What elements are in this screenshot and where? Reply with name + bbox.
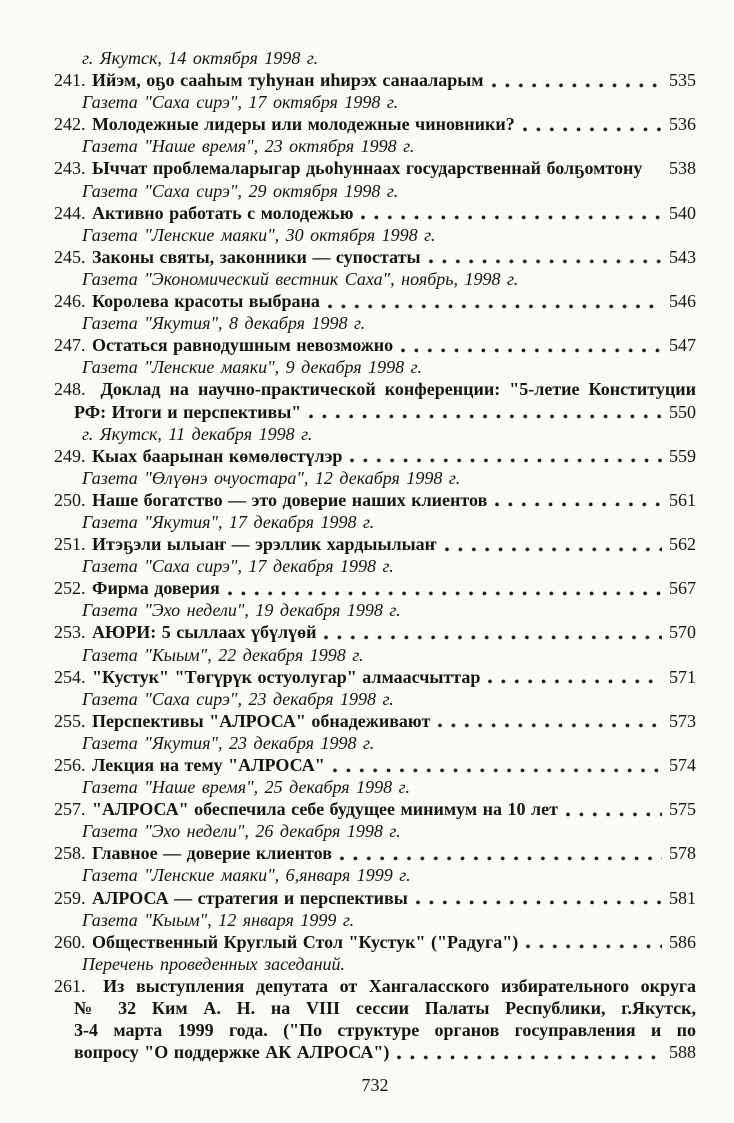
toc-entry-line — [54, 445, 696, 467]
source-line — [54, 180, 696, 202]
entry-number: 261. — [54, 975, 86, 996]
page-number: 543 — [669, 246, 696, 267]
entry-number: 260. — [54, 931, 86, 952]
entry-title: Общественный Круглый Стол "Кустук" ("Радуга") — [92, 931, 519, 952]
entry-number: 243. — [54, 158, 86, 179]
entry-title: Ыччат проблемаларыгар дьоһуннаах государственнай болҕомтону — [92, 158, 643, 179]
entry-title: АЛРОСА — стратегия и перспективы — [92, 887, 408, 908]
source-line — [54, 312, 696, 334]
source-text: Газета "Саха сирэ", 17 октября 1998 г. — [82, 92, 399, 113]
entry-title: Королева красоты выбрана — [92, 291, 320, 312]
dot-leader — [492, 83, 662, 88]
page-number: 535 — [669, 70, 696, 91]
toc-entry-line — [54, 710, 696, 732]
source-text: Газета "Наше время", 25 декабря 1998 г. — [82, 777, 410, 798]
toc-entry-line — [54, 975, 696, 997]
entry-title: Из выступления депутата от Хангаласского избирательного округа — [103, 975, 696, 996]
dot-leader — [495, 502, 662, 507]
entry-title: Законы святы, законники — супостаты — [92, 246, 421, 267]
toc-list — [54, 47, 696, 1063]
entry-title: Главное — доверие клиентов — [92, 843, 332, 864]
page-number: 574 — [669, 755, 696, 775]
entry-title: РФ: Итоги и перспективы" — [74, 401, 302, 422]
toc-entry-line — [54, 401, 696, 423]
page-number: 573 — [669, 710, 696, 731]
source-text: Газета "Ленские маяки", 9 декабря 1998 г. — [82, 357, 422, 378]
entry-title: Молодежные лидеры или молодежные чиновники? — [92, 114, 515, 135]
entry-title: 3-4 марта 1999 года. ("По структуре органов госуправления и по — [74, 1020, 696, 1041]
page-number: 559 — [669, 445, 696, 466]
dot-leader — [228, 591, 662, 596]
source-text: Газета "Саха сирэ", 29 октября 1998 г. — [82, 180, 399, 201]
page-number: 578 — [669, 843, 696, 864]
entry-title: АЮРИ: 5 сыллаах үбүлүөй — [92, 622, 317, 643]
source-line — [54, 776, 696, 798]
page-number: 588 — [669, 1042, 696, 1063]
toc-entry-line — [54, 69, 696, 91]
source-line — [54, 599, 696, 621]
toc-entry-line — [54, 1019, 696, 1041]
source-text: Газета "Кыым", 12 января 1999 г. — [82, 909, 355, 930]
toc-entry-line — [54, 290, 696, 312]
entry-number: 249. — [54, 445, 86, 466]
entry-number: 255. — [54, 710, 86, 731]
source-text: г. Якутск, 11 декабря 1998 г. — [82, 423, 313, 444]
page-number: 547 — [669, 335, 696, 356]
page-number: 571 — [669, 666, 696, 687]
source-line — [54, 135, 696, 157]
toc-entry-line — [54, 577, 696, 599]
source-text: Газета "Наше время", 23 октября 1998 г. — [82, 136, 415, 157]
toc-entry-line — [54, 931, 696, 953]
source-line — [54, 555, 696, 577]
dot-leader — [566, 812, 662, 817]
entry-title: № 32 Ким А. Н. на VIII сессии Палаты Республики, г.Якутск, — [74, 998, 696, 1019]
toc-entry-line — [54, 798, 696, 820]
source-line — [54, 953, 696, 975]
entry-number: 256. — [54, 755, 86, 775]
entry-number: 252. — [54, 578, 86, 599]
entry-number: 242. — [54, 114, 86, 135]
page-number: 567 — [669, 578, 696, 599]
source-text: Газета "Кыым", 22 декабря 1998 г. — [82, 644, 364, 665]
entry-number: 247. — [54, 335, 86, 356]
source-line — [54, 47, 696, 69]
entry-number: 250. — [54, 489, 86, 510]
entry-title: Кыах баарынан көмөлөстүлэр — [92, 445, 343, 466]
page-number: 536 — [669, 114, 696, 135]
source-line — [54, 820, 696, 842]
entry-number: 241. — [54, 70, 86, 91]
entry-title: Доклад на научно-практической конференции: "5-летие Конституции — [100, 379, 696, 400]
dot-leader — [416, 900, 662, 905]
toc-entry-line — [54, 842, 696, 864]
source-line — [54, 224, 696, 246]
source-text: Газета "Ленские маяки", 6,января 1999 г. — [82, 865, 411, 886]
toc-entry-line — [54, 887, 696, 909]
source-text: Газета "Эхо недели", 26 декабря 1998 г. — [82, 821, 401, 842]
entry-title: Фирма доверия — [92, 578, 220, 599]
source-text: Газета "Якутия", 17 декабря 1998 г. — [82, 511, 375, 532]
dot-leader — [488, 679, 662, 684]
source-line — [54, 644, 696, 666]
entry-number: 259. — [54, 887, 86, 908]
entry-title: Ийэм, оҕо сааһым туһунан иһирэх санааларым — [92, 70, 484, 91]
source-text: Газета "Ленские маяки", 30 октября 1998 г. — [82, 224, 436, 245]
dot-leader — [324, 635, 662, 640]
entry-title: Итэҕэли ылыаҥ — эрэллик хардыылыаҥ — [92, 534, 437, 555]
toc-entry-line — [54, 754, 696, 776]
page-number: 586 — [669, 931, 696, 952]
page-number: 575 — [669, 799, 696, 820]
dot-leader — [438, 723, 662, 728]
dot-leader — [309, 414, 662, 419]
dot-leader — [523, 127, 662, 132]
toc-entry-line — [54, 621, 696, 643]
dot-leader — [333, 768, 662, 773]
source-text: Газета "Якутия", 8 декабря 1998 г. — [82, 313, 366, 334]
page-number: 570 — [669, 622, 696, 643]
page-number: 540 — [669, 202, 696, 223]
toc-entry-line — [54, 1041, 696, 1063]
source-line — [54, 864, 696, 886]
page-number: 561 — [669, 489, 696, 510]
toc-entry-line — [54, 202, 696, 224]
source-line — [54, 268, 696, 290]
page-number: 562 — [669, 534, 696, 555]
source-text: Газета "Саха сирэ", 17 декабря 1998 г. — [82, 556, 394, 577]
dot-leader — [361, 215, 662, 220]
entry-number: 257. — [54, 799, 86, 820]
entry-title: Наше богатство — это доверие наших клиентов — [92, 489, 488, 510]
source-text: г. Якутск, 14 октября 1998 г. — [82, 48, 319, 68]
dot-leader — [526, 944, 662, 949]
source-line — [54, 732, 696, 754]
dot-leader — [350, 458, 662, 463]
toc-entry-line — [54, 334, 696, 356]
dot-leader — [445, 547, 662, 552]
page-number: 546 — [669, 291, 696, 312]
toc-entry-line — [54, 246, 696, 268]
entry-title: "Кустук" "Төгүрүк остуолугар" алмаасчыттар — [92, 666, 481, 687]
dot-leader — [429, 259, 663, 264]
source-text: Перечень проведенных заседаний. — [82, 953, 345, 974]
entry-title: Активно работать с молодежью — [92, 202, 354, 223]
toc-entry-line — [54, 157, 696, 179]
source-text: Газета "Саха сирэ", 23 декабря 1998 г. — [82, 688, 394, 709]
entry-title: Лекция на тему "АЛРОСА" — [92, 755, 325, 775]
page-number: 538 — [669, 158, 696, 179]
dot-leader — [340, 856, 662, 861]
dot-leader — [328, 304, 662, 309]
page-number: 550 — [669, 401, 696, 422]
entry-title: вопросу "О поддержке АК АЛРОСА") — [74, 1042, 390, 1063]
entry-number: 258. — [54, 843, 86, 864]
entry-number: 251. — [54, 534, 86, 555]
entry-number: 248. — [54, 379, 86, 400]
dot-leader — [397, 1055, 662, 1060]
entry-number: 254. — [54, 666, 86, 687]
entry-number: 253. — [54, 622, 86, 643]
toc-entry-line — [54, 489, 696, 511]
page-footer-number: 732 — [361, 1075, 389, 1096]
source-line — [54, 511, 696, 533]
source-line — [54, 467, 696, 489]
source-line — [54, 423, 696, 445]
entry-number: 246. — [54, 291, 86, 312]
source-text: Газета "Экономический вестник Саха", ноябрь, 1998 г. — [82, 268, 519, 289]
entry-number: 244. — [54, 202, 86, 223]
source-line — [54, 91, 696, 113]
source-text: Газета "Эхо недели", 19 декабря 1998 г. — [82, 600, 401, 621]
entry-number: 245. — [54, 246, 86, 267]
toc-entry-line — [54, 113, 696, 135]
dot-leader — [401, 348, 662, 353]
source-text: Газета "Өлүөнэ очуостара", 12 декабря 1998 г. — [82, 467, 461, 488]
entry-title: "АЛРОСА" обеспечила себе будущее минимум на 10 лет — [92, 799, 558, 820]
source-line — [54, 909, 696, 931]
toc-entry-line — [54, 997, 696, 1019]
toc-entry-line — [54, 666, 696, 688]
entry-title: Перспективы "АЛРОСА" обнадеживают — [92, 710, 431, 731]
source-line — [54, 356, 696, 378]
entry-title: Остаться равнодушным невозможно — [92, 335, 394, 356]
page-number: 581 — [669, 887, 696, 908]
source-line — [54, 688, 696, 710]
toc-entry-line — [54, 533, 696, 555]
source-text: Газета "Якутия", 23 декабря 1998 г. — [82, 732, 375, 753]
toc-entry-line — [54, 378, 696, 400]
